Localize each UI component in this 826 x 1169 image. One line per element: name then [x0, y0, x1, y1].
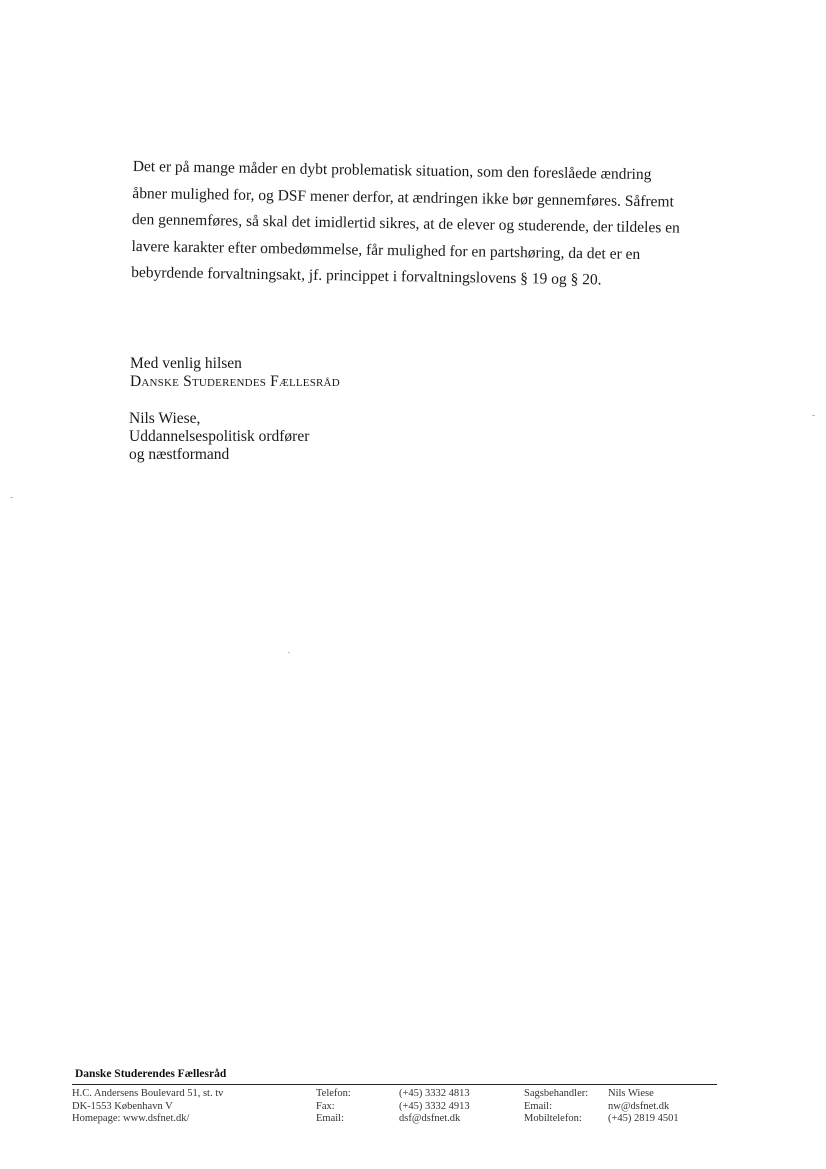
handler-values — [608, 1088, 679, 1126]
body-line: den gennemføres, så skal det imidlertid sikres, at de elever og studerende, der tildeles en — [131, 210, 680, 237]
homepage-link[interactable]: Homepage: www.dsfnet.dk/ — [72, 1113, 190, 1124]
fax-value: (+45) 3332 4913 — [399, 1100, 470, 1112]
address-street: H.C. Andersens Boulevard 51, st. tv — [72, 1088, 224, 1099]
phone-label: Telefon: — [316, 1088, 351, 1099]
scan-speck — [10, 497, 13, 498]
signature-role-2: og næstformand — [129, 446, 230, 463]
handler-email-label: Email: — [524, 1100, 552, 1112]
body-line: Det er på mange måder en dybt problematisk situation, som den foreslåede ændring — [132, 157, 652, 184]
address-city: DK-1553 København V — [72, 1100, 173, 1112]
body-line: lavere karakter efter ombedømmelse, får mulighed for en partshøring, da det er en — [131, 237, 641, 263]
contact-labels — [316, 1088, 351, 1126]
handler-label: Sagsbehandler: — [524, 1088, 589, 1099]
footer-divider — [72, 1084, 717, 1085]
closing-block — [130, 355, 340, 391]
closing-organisation: Danske Studerendes Fællesråd — [130, 373, 340, 390]
footer-address — [72, 1088, 223, 1126]
body-line: bebyrdende forvaltningsakt, jf. princippet i forvaltningslovens § 19 og § 20. — [131, 263, 602, 289]
body-line: åbner mulighed for, og DSF mener derfor, at ændringen ikke bør gennemføres. Såfremt — [132, 184, 675, 211]
handler-labels — [524, 1088, 588, 1126]
email-label: Email: — [316, 1113, 344, 1124]
mobile-value: (+45) 2819 4501 — [608, 1113, 679, 1124]
signature-role: Uddannelsespolitisk ordfører — [129, 428, 310, 445]
mobile-label: Mobiltelefon: — [524, 1113, 582, 1124]
scan-speck — [288, 652, 290, 653]
contact-values — [399, 1088, 470, 1126]
phone-value: (+45) 3332 4813 — [399, 1088, 470, 1099]
fax-label: Fax: — [316, 1100, 335, 1112]
signature-block — [129, 410, 309, 464]
body-paragraph — [131, 154, 713, 296]
footer-organisation: Danske Studerendes Fællesråd — [75, 1068, 227, 1080]
closing-greeting: Med venlig hilsen — [130, 355, 242, 372]
scan-speck — [812, 415, 815, 416]
letterhead-footer — [72, 1068, 717, 1138]
signature-name: Nils Wiese, — [129, 410, 201, 427]
handler-email[interactable]: nw@dsfnet.dk — [608, 1100, 670, 1112]
email-value[interactable]: dsf@dsfnet.dk — [399, 1113, 461, 1124]
handler-name: Nils Wiese — [608, 1088, 654, 1099]
footer-columns — [72, 1088, 717, 1138]
